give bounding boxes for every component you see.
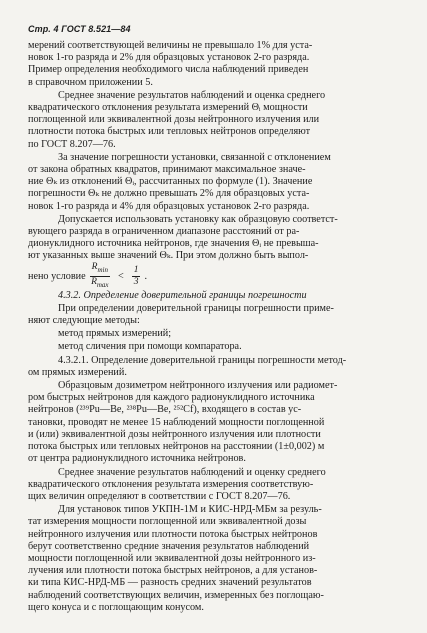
paragraph: [28, 467, 413, 504]
text-line: Среднее значение результатов наблюдений и оценка среднего: [58, 89, 326, 101]
text-line: мощности поглощенной или эквивалентной дозы нейтронного из-: [28, 552, 316, 564]
text-line: квадратического отклонения результата измерений Θᵢ мощности: [28, 102, 308, 114]
paragraph: [28, 504, 413, 614]
text-line: тановки, проводят не менее 15 наблюдений мощности поглощенной: [28, 416, 325, 428]
ratio-numerator: $R_{min}$: [90, 262, 110, 277]
text-line: Среднее значение результатов наблюдений и оценку среднего: [58, 466, 326, 478]
less-than-sign: <: [117, 271, 124, 283]
condition-suffix: .: [144, 271, 148, 283]
text-line: и (или) эквивалентной дозы нейтронного излучения или плотности: [28, 428, 321, 440]
paragraph: [28, 355, 413, 379]
text-line: щего конуса и с поглощающим конусом.: [28, 601, 204, 613]
text-line: лучения или плотности потока быстрых нейтронов, а для установ-: [28, 565, 318, 577]
text-line: щих величин определяют в соответствии с ГОСТ 8.207—76.: [28, 490, 291, 502]
text-line: Допускается использовать установку как образцовую соответст-: [58, 213, 338, 225]
rhs-numerator: 1: [133, 265, 139, 276]
body-text-bottom: [28, 290, 413, 614]
text-line: тат измерения мощности поглощенной или эквивалентной дозы: [28, 516, 307, 528]
text-line: от закона обратных квадратов, принимают максимальное значе-: [28, 164, 306, 176]
text-line: берут соответственно средние значения результатов наблюдений: [28, 540, 310, 552]
text-line: ют указанных выше значений Θₖ. При этом должно быть выпол-: [28, 250, 309, 262]
text-line: по ГОСТ 8.207—76.: [28, 138, 116, 150]
text-line: ние Θₖ из отклонений Θᵢ, рассчитанных по формуле (1). Значение: [28, 176, 313, 188]
text-line: в справочном приложении 5.: [28, 76, 153, 88]
paragraph: [28, 40, 413, 89]
text-line: от центра радионуклидного источника нейтронов.: [28, 453, 246, 465]
rhs-denominator: 3: [133, 277, 139, 288]
text-line: погрешности Θₖ не должно превышать 2% для образцовых уста-: [28, 188, 310, 200]
paragraph: [28, 328, 413, 340]
text-line: Пример определения необходимого числа наблюдений приведен: [28, 64, 309, 76]
text-line: Для установок типов УКПН-1М и КИС-НРД-МБм за резуль-: [58, 504, 322, 516]
text-line: 4.3.2.1. Определение доверительной границы погрешности метод-: [58, 354, 347, 366]
text-line: няют следующие методы:: [28, 315, 140, 327]
paragraph: [28, 303, 413, 327]
text-line: наблюдений соответствующих величин, измеренных без поглощаю-: [28, 589, 324, 601]
text-line: ом прямых измерений.: [28, 366, 127, 378]
text-line: Образцовым дозиметром нейтронного излучения или радиомет-: [58, 380, 338, 392]
paragraph: [28, 380, 413, 465]
text-line: метод прямых измерений;: [58, 328, 172, 340]
text-line: ром быстрых нейтронов для каждого радионуклидного источника: [28, 392, 315, 404]
condition-prefix: нено условие: [28, 271, 86, 283]
text-line: новок 1-го разряда и 2% для образцовых установок 2-го разряда.: [28, 52, 310, 64]
text-line: При определении доверительной границы погрешности приме-: [58, 302, 334, 314]
condition-formula: [28, 264, 413, 290]
page-header: Стр. 4 ГОСТ 8.521—84: [28, 24, 131, 34]
text-line: квадратического отклонения результата измерения соответствую-: [28, 478, 314, 490]
text-line: новок 1-го разряда и 4% для образцовых установок 2-го разряда.: [28, 200, 310, 212]
paragraph: [28, 90, 413, 151]
ratio-denominator: $R_{max}$: [91, 277, 109, 290]
text-line: За значение погрешности установки, связанной с отклонением: [58, 151, 331, 163]
paragraph: [28, 152, 413, 213]
text-line: мерений соответствующей величины не превышало 1% для уста-: [28, 40, 313, 51]
text-line: плотности потока быстрых или тепловых нейтронов определяют: [28, 126, 311, 138]
text-line: поглощенной или эквивалентной дозы нейтронного излучения или: [28, 114, 320, 126]
text-line: потока быстрых или тепловых нейтронов на расстоянии (1±0,002) м: [28, 441, 325, 453]
text-line: ки типа КИС-НРД-МБ — разность средних значений результатов: [28, 577, 312, 589]
section-heading: [28, 290, 413, 302]
text-line: вующего разряда в ограниченном диапазоне расстояний от ра-: [28, 226, 300, 238]
body-text-top: [28, 40, 413, 263]
paragraph: [28, 214, 413, 263]
text-line: метод сличения при помощи компаратора.: [58, 341, 242, 353]
ratio-one-third: [132, 265, 141, 288]
text-line: нейтронов (²³⁹Pu—Be, ²³⁸Pu—Be, ²⁵²Cf), входящего в состав ус-: [28, 404, 302, 416]
heading-text: 4.3.2. Определение доверительной границы погрешности: [58, 289, 307, 301]
text-line: нейтронного излучения или плотности потока быстрых нейтронов: [28, 528, 318, 540]
paragraph: [28, 341, 413, 353]
ratio-r-min-r-max: [90, 262, 110, 291]
text-line: дионуклидного источника нейтронов, где значения Θᵢ не превыша-: [28, 238, 319, 250]
